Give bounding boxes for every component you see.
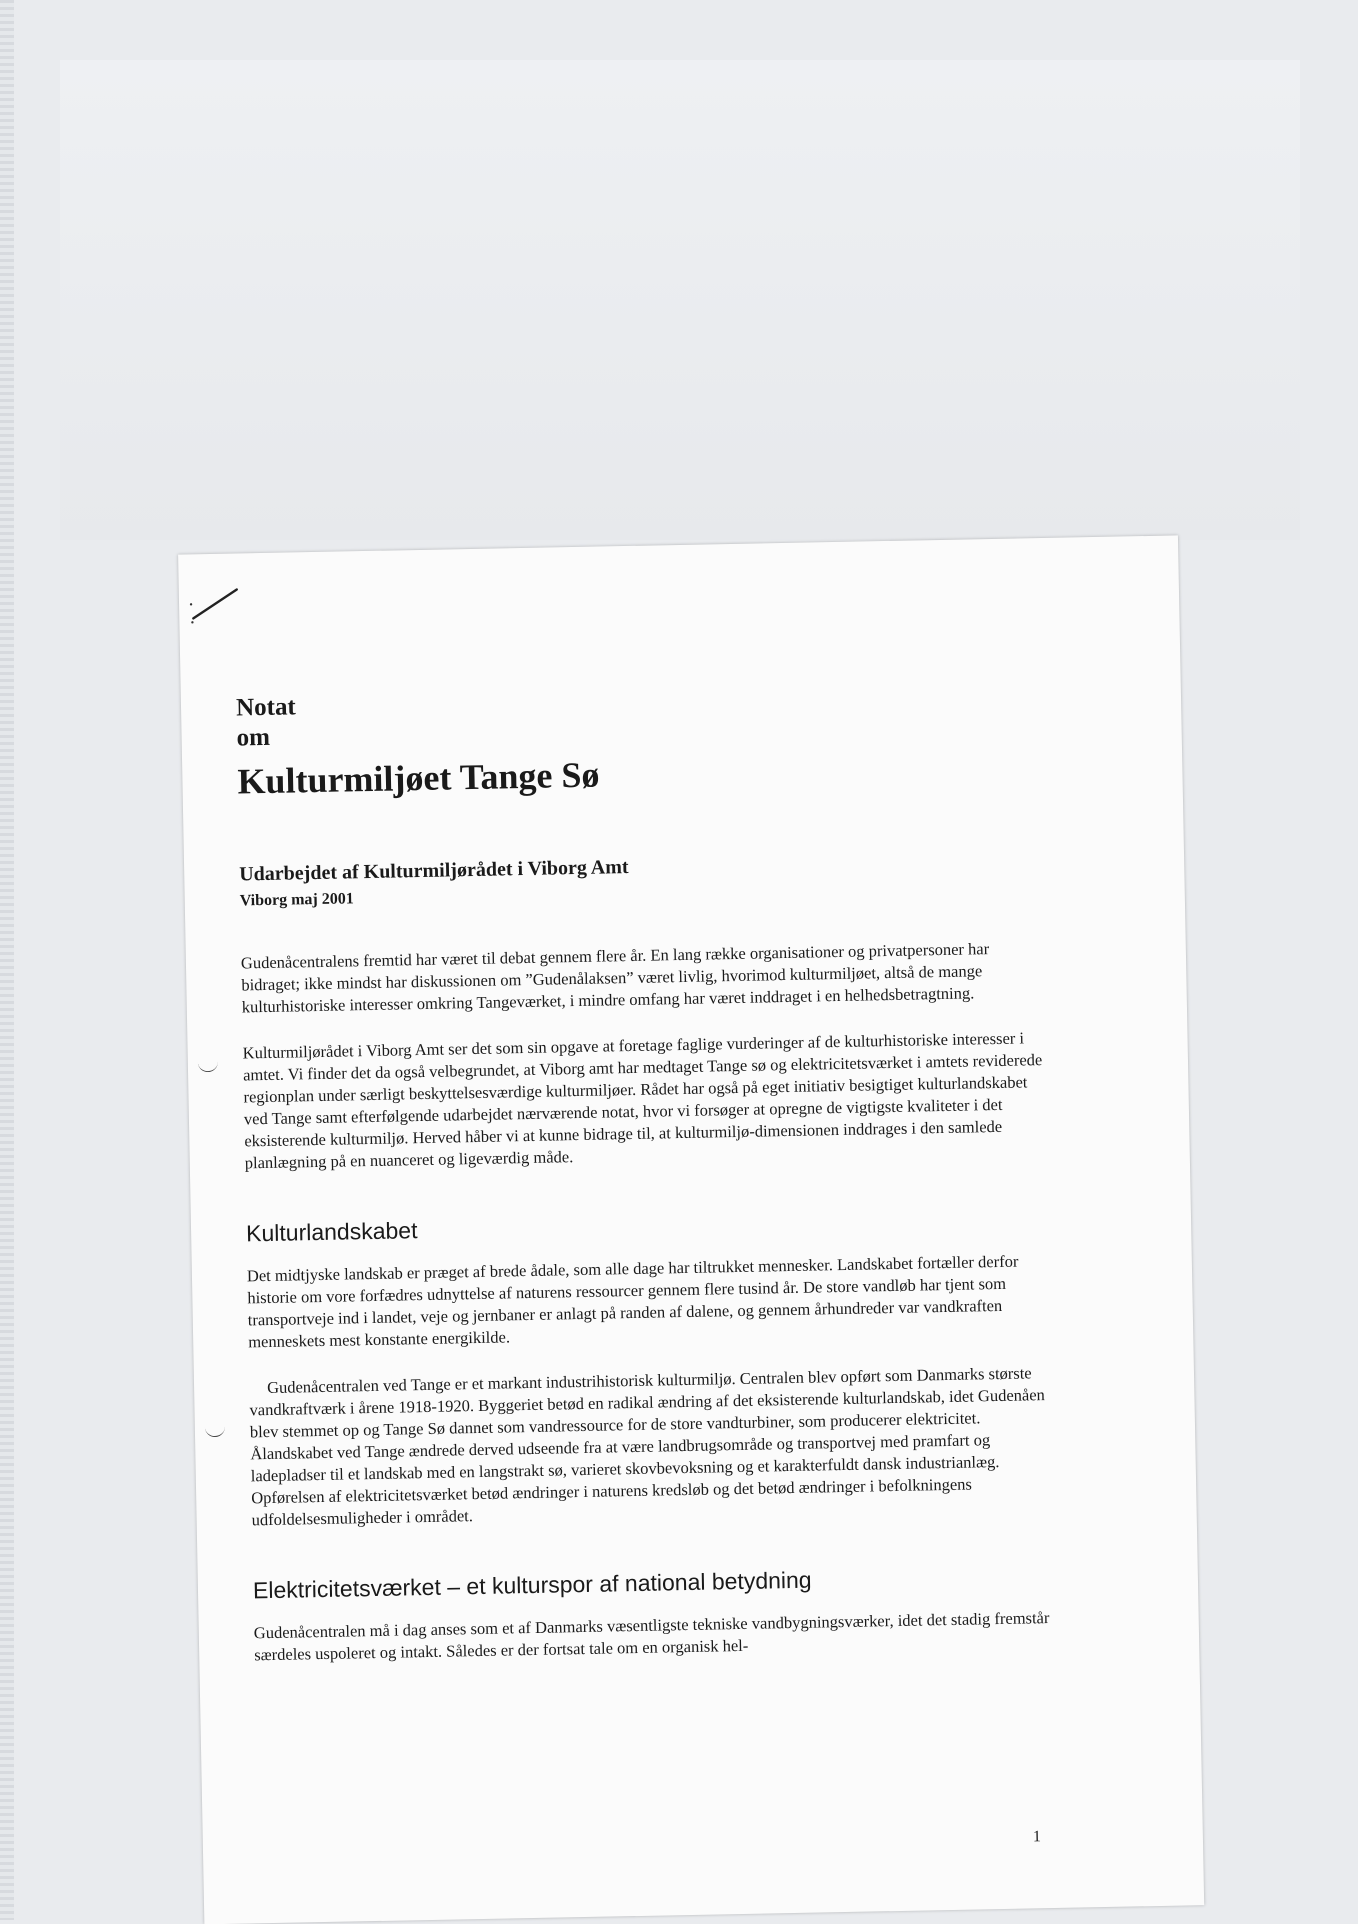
section2-paragraph-1: Gudenåcentralen må i dag anses som et af Danmarks væsentligste tekniske vandbygningsværker, idet det stadig fremstår særdeles uspoleret og intakt. Således er der fortsat tale om en organisk hel- — [253, 1608, 1050, 1665]
margin-mark — [198, 1059, 218, 1072]
margin-mark — [205, 1424, 225, 1437]
document-content — [236, 678, 1055, 1666]
section1-paragraph-1: Det midtjyske landskab er præget af brede ådale, som alle dage har tiltrukket mennesker. Landskabet fortæller derfor historie om vore forfædres udnyttelse af naturens ressourcer gennem flere tusind år. De store vandløb har tjent som transportveje ind i landet, veje og jernbaner er anlagt på randen af dalene, og gennem århundreder var vandkraften menneskets mest konstante energikilde. — [246, 1251, 1019, 1352]
scanner-binder-strip — [0, 0, 14, 1920]
date-line: Viborg maj 2001 — [239, 890, 354, 910]
heading-notat: Notat — [235, 693, 297, 722]
document-page — [178, 535, 1204, 1924]
pen-check-mark — [187, 583, 248, 624]
prepared-by: Udarbejdet af Kulturmiljørådet i Viborg Amt — [239, 856, 629, 886]
page-number: 1 — [1032, 1828, 1042, 1846]
underlying-page — [60, 60, 1300, 540]
heading-om: om — [236, 723, 271, 752]
section-heading-kulturlandskabet: Kulturlandskabet — [245, 1217, 418, 1247]
section-heading-elektricitetsvaerket: Elektricitetsværket – et kulturspor af national betydning — [252, 1566, 812, 1604]
section1-paragraph-2: Gudenåcentralen ved Tange er et markant industrihistorisk kulturmiljø. Centralen blev opført som Danmarks største vandkraftværk i årene 1918-1920. Byggeriet betød en radikal ændring af det eksisterende kulturlandskab, idet Gudenåen blev stemmet op og Tange Sø dannet som vandressource for de store vandturbiner, som producerer elektricitet. Ålandskabet ved Tange ændrede derved udseende fra at være landbrugsområde og transportvej med pramfart og ladepladser til et landskab med en langstrakt sø, varieret skovbevoksning og et karakterfuldt dansk industrianlæg. Opførelsen af elektricitetsværket betød ændringer i naturens kredsløb og det betød ændringer i befolkningens udfoldelsesmuligheder i området. — [249, 1363, 1045, 1530]
document-title: Kulturmiljøet Tange Sø — [237, 754, 600, 802]
intro-paragraph-1: Gudenåcentralens fremtid har været til debat gennem flere år. En lang række organisationer og privatpersoner har bidraget; ikke mindst har diskussionen om ”Gudenålaksen” været livlig, hvorimod kulturmiljøet, altså de mange kulturhistoriske interesser omkring Tangeværket, i mindre omfang har været inddraget i en helhedsbetragtning. — [240, 939, 990, 1017]
intro-paragraph-2: Kulturmiljørådet i Viborg Amt ser det som sin opgave at foretage faglige vurderinger af de kulturhistoriske interesser i amtet. Vi finder det da også velbegrundet, at Viborg amt har medtaget Tange sø og elektricitetsværket i amtets reviderede regionplan under særligt beskyttelsesværdige kulturmiljøer. Rådet har også på eget initiativ besigtiget kulturlandskabet ved Tange samt efterfølgende udarbejdet nærværende notat, hvor vi forsøger at opregne de vigtigste kvaliteter i det eksisterende kulturmiljø. Herved håber vi at kunne bidrage til, at kulturmiljø-dimensionen inddrages i den samlede planlægning på en nuanceret og ligeværdig måde. — [242, 1028, 1043, 1173]
